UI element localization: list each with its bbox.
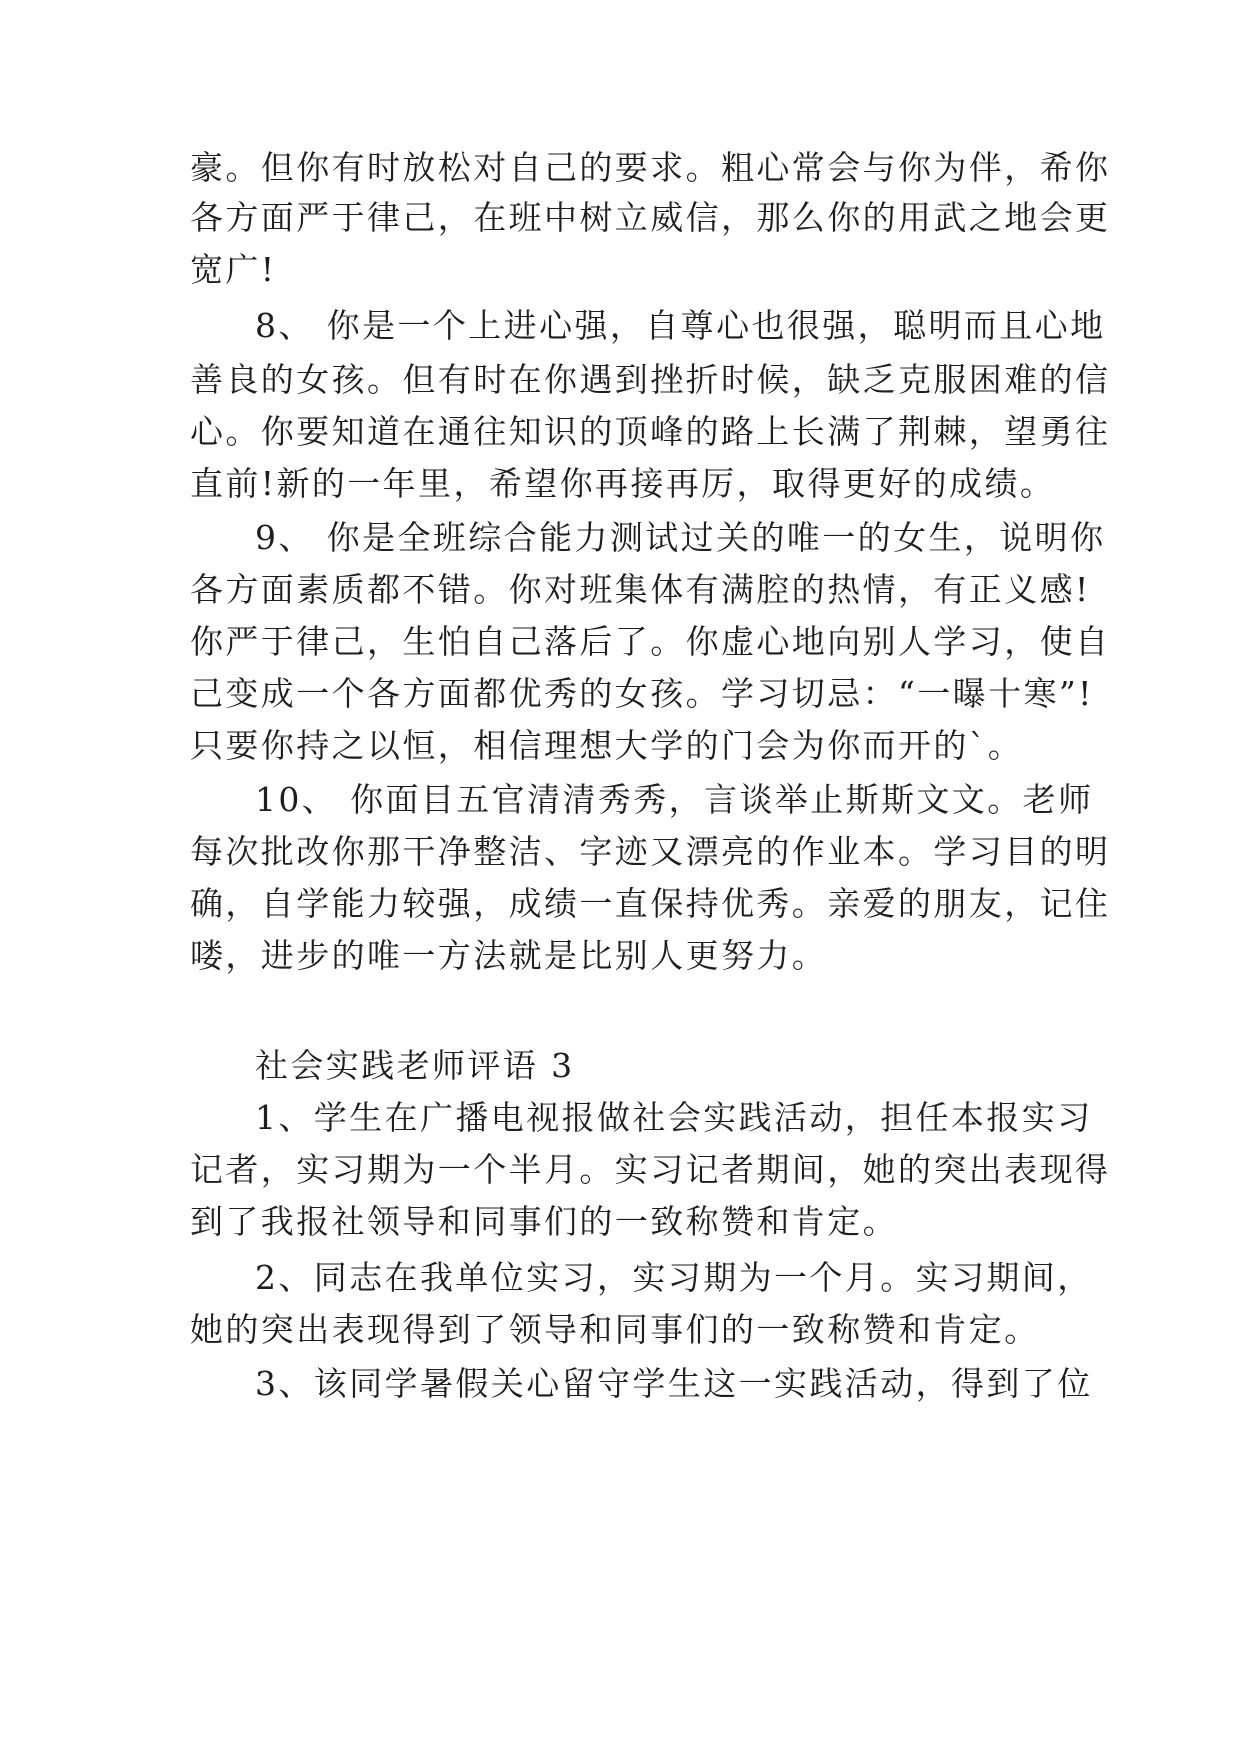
paragraph-1-start: 1、学生在广播电视报做社会实践活动，担任本报实习 [255, 1098, 1093, 1137]
text-line: 各方面严于律己，在班中树立威信，那么你的用武之地会更 [190, 198, 1111, 237]
text-line: 直前!新的一年里，希望你再接再厉，取得更好的成绩。 [190, 464, 1056, 503]
text-line: 心。你要知道在通往知识的顶峰的路上长满了荆棘，望勇往 [190, 412, 1111, 451]
text-line: 善良的女孩。但有时在你遇到挫折时候，缺乏克服困难的信 [190, 360, 1111, 399]
section-heading: 社会实践老师评语 3 [255, 1046, 575, 1085]
text-line: 喽，进步的唯一方法就是比别人更努力。 [190, 936, 828, 975]
text-line: 她的突出表现得到了领导和同事们的一致称赞和肯定。 [190, 1310, 1040, 1349]
paragraph-9-start: 9、 你是全班综合能力测试过关的唯一的女生，说明你 [255, 518, 1106, 557]
text-line: 宽广! [190, 250, 277, 289]
text-line: 己变成一个各方面都优秀的女孩。学习切忌：“一曝十寒”! [190, 674, 1094, 713]
paragraph-3-start: 3、该同学暑假关心留守学生这一实践活动，得到了位 [255, 1364, 1093, 1403]
paragraph-10-start: 10、 你面目五官清清秀秀，言谈举止斯斯文文。老师 [255, 780, 1094, 819]
text-line: 每次批改你那干净整洁、字迹又漂亮的作业本。学习目的明 [190, 832, 1111, 871]
text-line: 你严于律己，生怕自己落后了。你虚心地向别人学习，使自 [190, 622, 1111, 661]
text-line: 各方面素质都不错。你对班集体有满腔的热情，有正义感! [190, 570, 1091, 609]
text-line: 到了我报社领导和同事们的一致称赞和肯定。 [190, 1202, 898, 1241]
text-line: 只要你持之以恒，相信理想大学的门会为你而开的`。 [190, 726, 1024, 765]
text-line: 豪。但你有时放松对自己的要求。粗心常会与你为伴，希你 [190, 148, 1111, 187]
paragraph-8-start: 8、 你是一个上进心强，自尊心也很强，聪明而且心地 [255, 306, 1106, 345]
text-line: 确，自学能力较强，成绩一直保持优秀。亲爱的朋友，记住 [190, 884, 1111, 923]
text-line: 记者，实习期为一个半月。实习记者期间，她的突出表现得 [190, 1150, 1111, 1189]
paragraph-2-start: 2、同志在我单位实习，实习期为一个月。实习期间， [255, 1258, 1093, 1297]
